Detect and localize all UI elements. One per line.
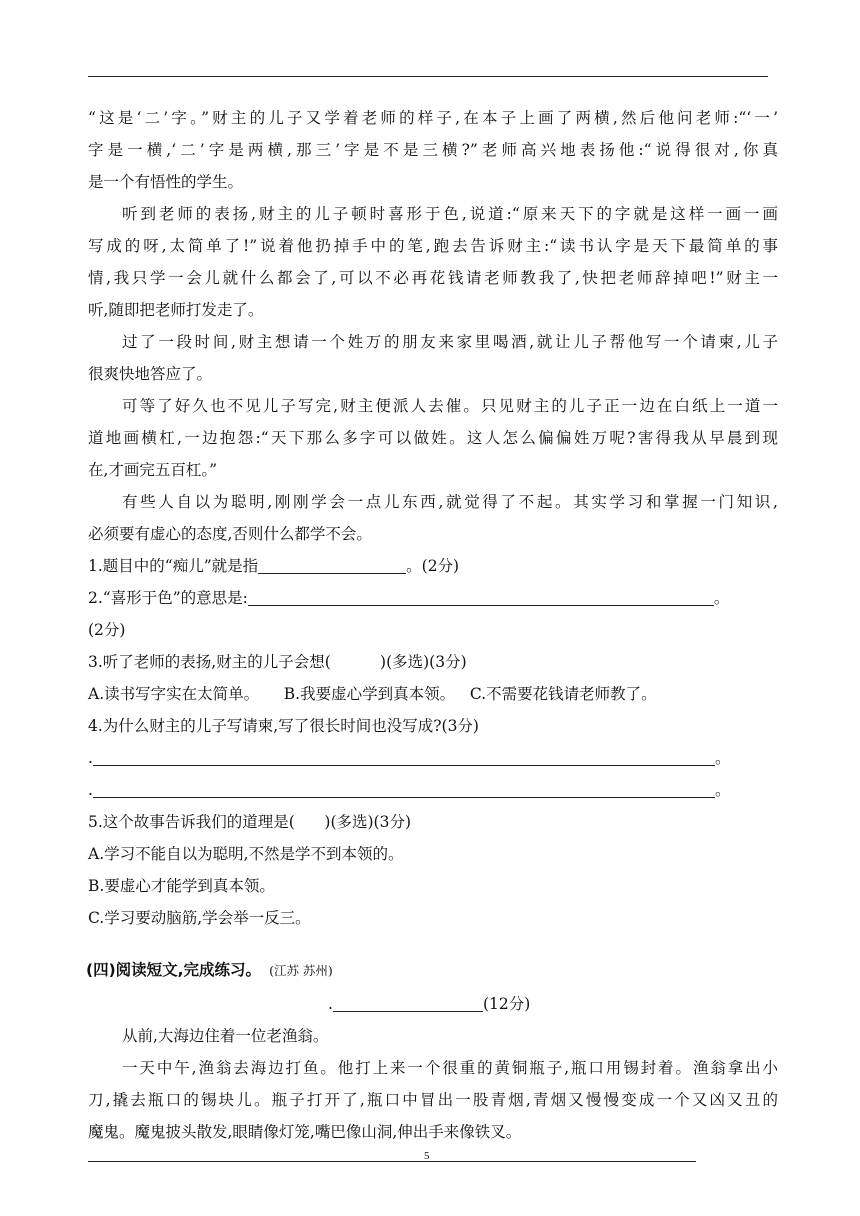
answer-lead: . bbox=[88, 781, 93, 799]
question-2 bbox=[88, 588, 778, 608]
section-heading: (四)阅读短文,完成练习。 bbox=[86, 961, 262, 979]
passage-line: “这是‘二’字。”财主的儿子又学着老师的样子,在本子上画了两横,然后他问老师:“‘一’ bbox=[88, 109, 778, 127]
passage-title-row bbox=[328, 994, 628, 1014]
passage-line: 听到老师的表扬,财主的儿子顿时喜形于色,说道:“原来天下的字就是这样一画一画 bbox=[122, 205, 778, 223]
answer-line-1 bbox=[88, 748, 778, 768]
answer-end: 。 bbox=[714, 749, 731, 767]
question-2-end: 。 bbox=[713, 589, 730, 607]
question-5-option-b: B.要虚心才能学到真本领。 bbox=[88, 877, 275, 895]
question-2-score: (2分) bbox=[88, 621, 126, 639]
question-1-text: 1.题目中的“痴儿”就是指 bbox=[88, 557, 259, 575]
answer-line-2 bbox=[88, 780, 778, 800]
page-number: 5 bbox=[424, 1150, 430, 1162]
story-line: 一天中午,渔翁去海边打鱼。他打上来一个很重的黄铜瓶子,瓶口用锡封着。渔翁拿出小 bbox=[122, 1059, 778, 1077]
answer-end: 。 bbox=[714, 781, 731, 799]
passage-line: 可等了好久也不见儿子写完,财主便派人去催。只见财主的儿子正一边在白纸上一道一 bbox=[122, 397, 778, 415]
passage-line: 在,才画完五百杠。” bbox=[88, 461, 218, 479]
section-region: (江苏 苏州) bbox=[269, 963, 333, 978]
question-2-text: 2.“喜形于色”的意思是: bbox=[88, 589, 248, 607]
question-3: 3.听了老师的表扬,财主的儿子会想( )(多选)(3分) bbox=[88, 653, 467, 671]
passage-line: 写成的呀,太简单了!”说着他扔掉手中的笔,跑去告诉财主:“读书认字是天下最简单的事 bbox=[88, 237, 778, 255]
answer-blank-q1[interactable] bbox=[258, 557, 406, 574]
answer-blank-q2[interactable] bbox=[248, 589, 714, 606]
question-5-option-c: C.学习要动脑筋,学会举一反三。 bbox=[88, 909, 311, 927]
passage-line: 道地画横杠,一边抱怨:“天下那么多字可以做姓。这人怎么偏偏姓万呢?害得我从早晨到现 bbox=[88, 429, 778, 447]
question-5: 5.这个故事告诉我们的道理是( )(多选)(3分) bbox=[88, 813, 411, 831]
passage-line: 很爽快地答应了。 bbox=[88, 365, 213, 383]
header-rule bbox=[88, 76, 768, 77]
question-3-options: A.读书写字实在太简单。 B.我要虚心学到真本领。 C.不需要花钱请老师教了。 bbox=[88, 685, 657, 703]
question-4: 4.为什么财主的儿子写请柬,写了很长时间也没写成?(3分) bbox=[88, 717, 479, 735]
passage-line: 情,我只学一会儿就什么都会了,可以不必再花钱请老师教我了,快把老师辞掉吧!”财主一 bbox=[88, 269, 778, 287]
passage-line: 有些人自以为聪明,刚刚学会一点儿东西,就觉得了不起。其实学习和掌握一门知识, bbox=[122, 493, 778, 511]
passage-line: 听,随即把老师打发走了。 bbox=[88, 301, 264, 319]
title-score: (12分) bbox=[482, 995, 531, 1013]
passage-line: 是一个有悟性的学生。 bbox=[88, 173, 244, 191]
section-heading-row bbox=[86, 960, 776, 981]
passage-title-blank[interactable] bbox=[333, 995, 483, 1012]
footer-rule bbox=[88, 1161, 696, 1162]
question-1 bbox=[88, 556, 778, 576]
story-line: 魔鬼。魔鬼披头散发,眼睛像灯笼,嘴巴像山洞,伸出手来像铁叉。 bbox=[88, 1123, 522, 1141]
answer-lead: . bbox=[88, 749, 93, 767]
passage-line: 过了一段时间,财主想请一个姓万的朋友来家里喝酒,就让儿子帮他写一个请柬,儿子 bbox=[122, 333, 778, 351]
question-1-score: 。(2分) bbox=[406, 557, 460, 575]
answer-blank-q4-2[interactable] bbox=[93, 781, 715, 798]
passage-line: 必须要有虚心的态度,否则什么都学不会。 bbox=[88, 525, 372, 543]
question-5-option-a: A.学习不能自以为聪明,不然是学不到本领的。 bbox=[88, 845, 404, 863]
answer-blank-q4-1[interactable] bbox=[93, 749, 715, 766]
story-line: 刀,撬去瓶口的锡块儿。瓶子打开了,瓶口中冒出一股青烟,青烟又慢慢变成一个又凶又丑的 bbox=[88, 1091, 778, 1109]
passage-line: 字是一横,‘二’字是两横,那三’字是不是三横?”老师高兴地表扬他:“说得很对,你真 bbox=[88, 141, 778, 159]
story-line: 从前,大海边住着一位老渔翁。 bbox=[122, 1027, 329, 1045]
title-lead: . bbox=[328, 995, 333, 1013]
